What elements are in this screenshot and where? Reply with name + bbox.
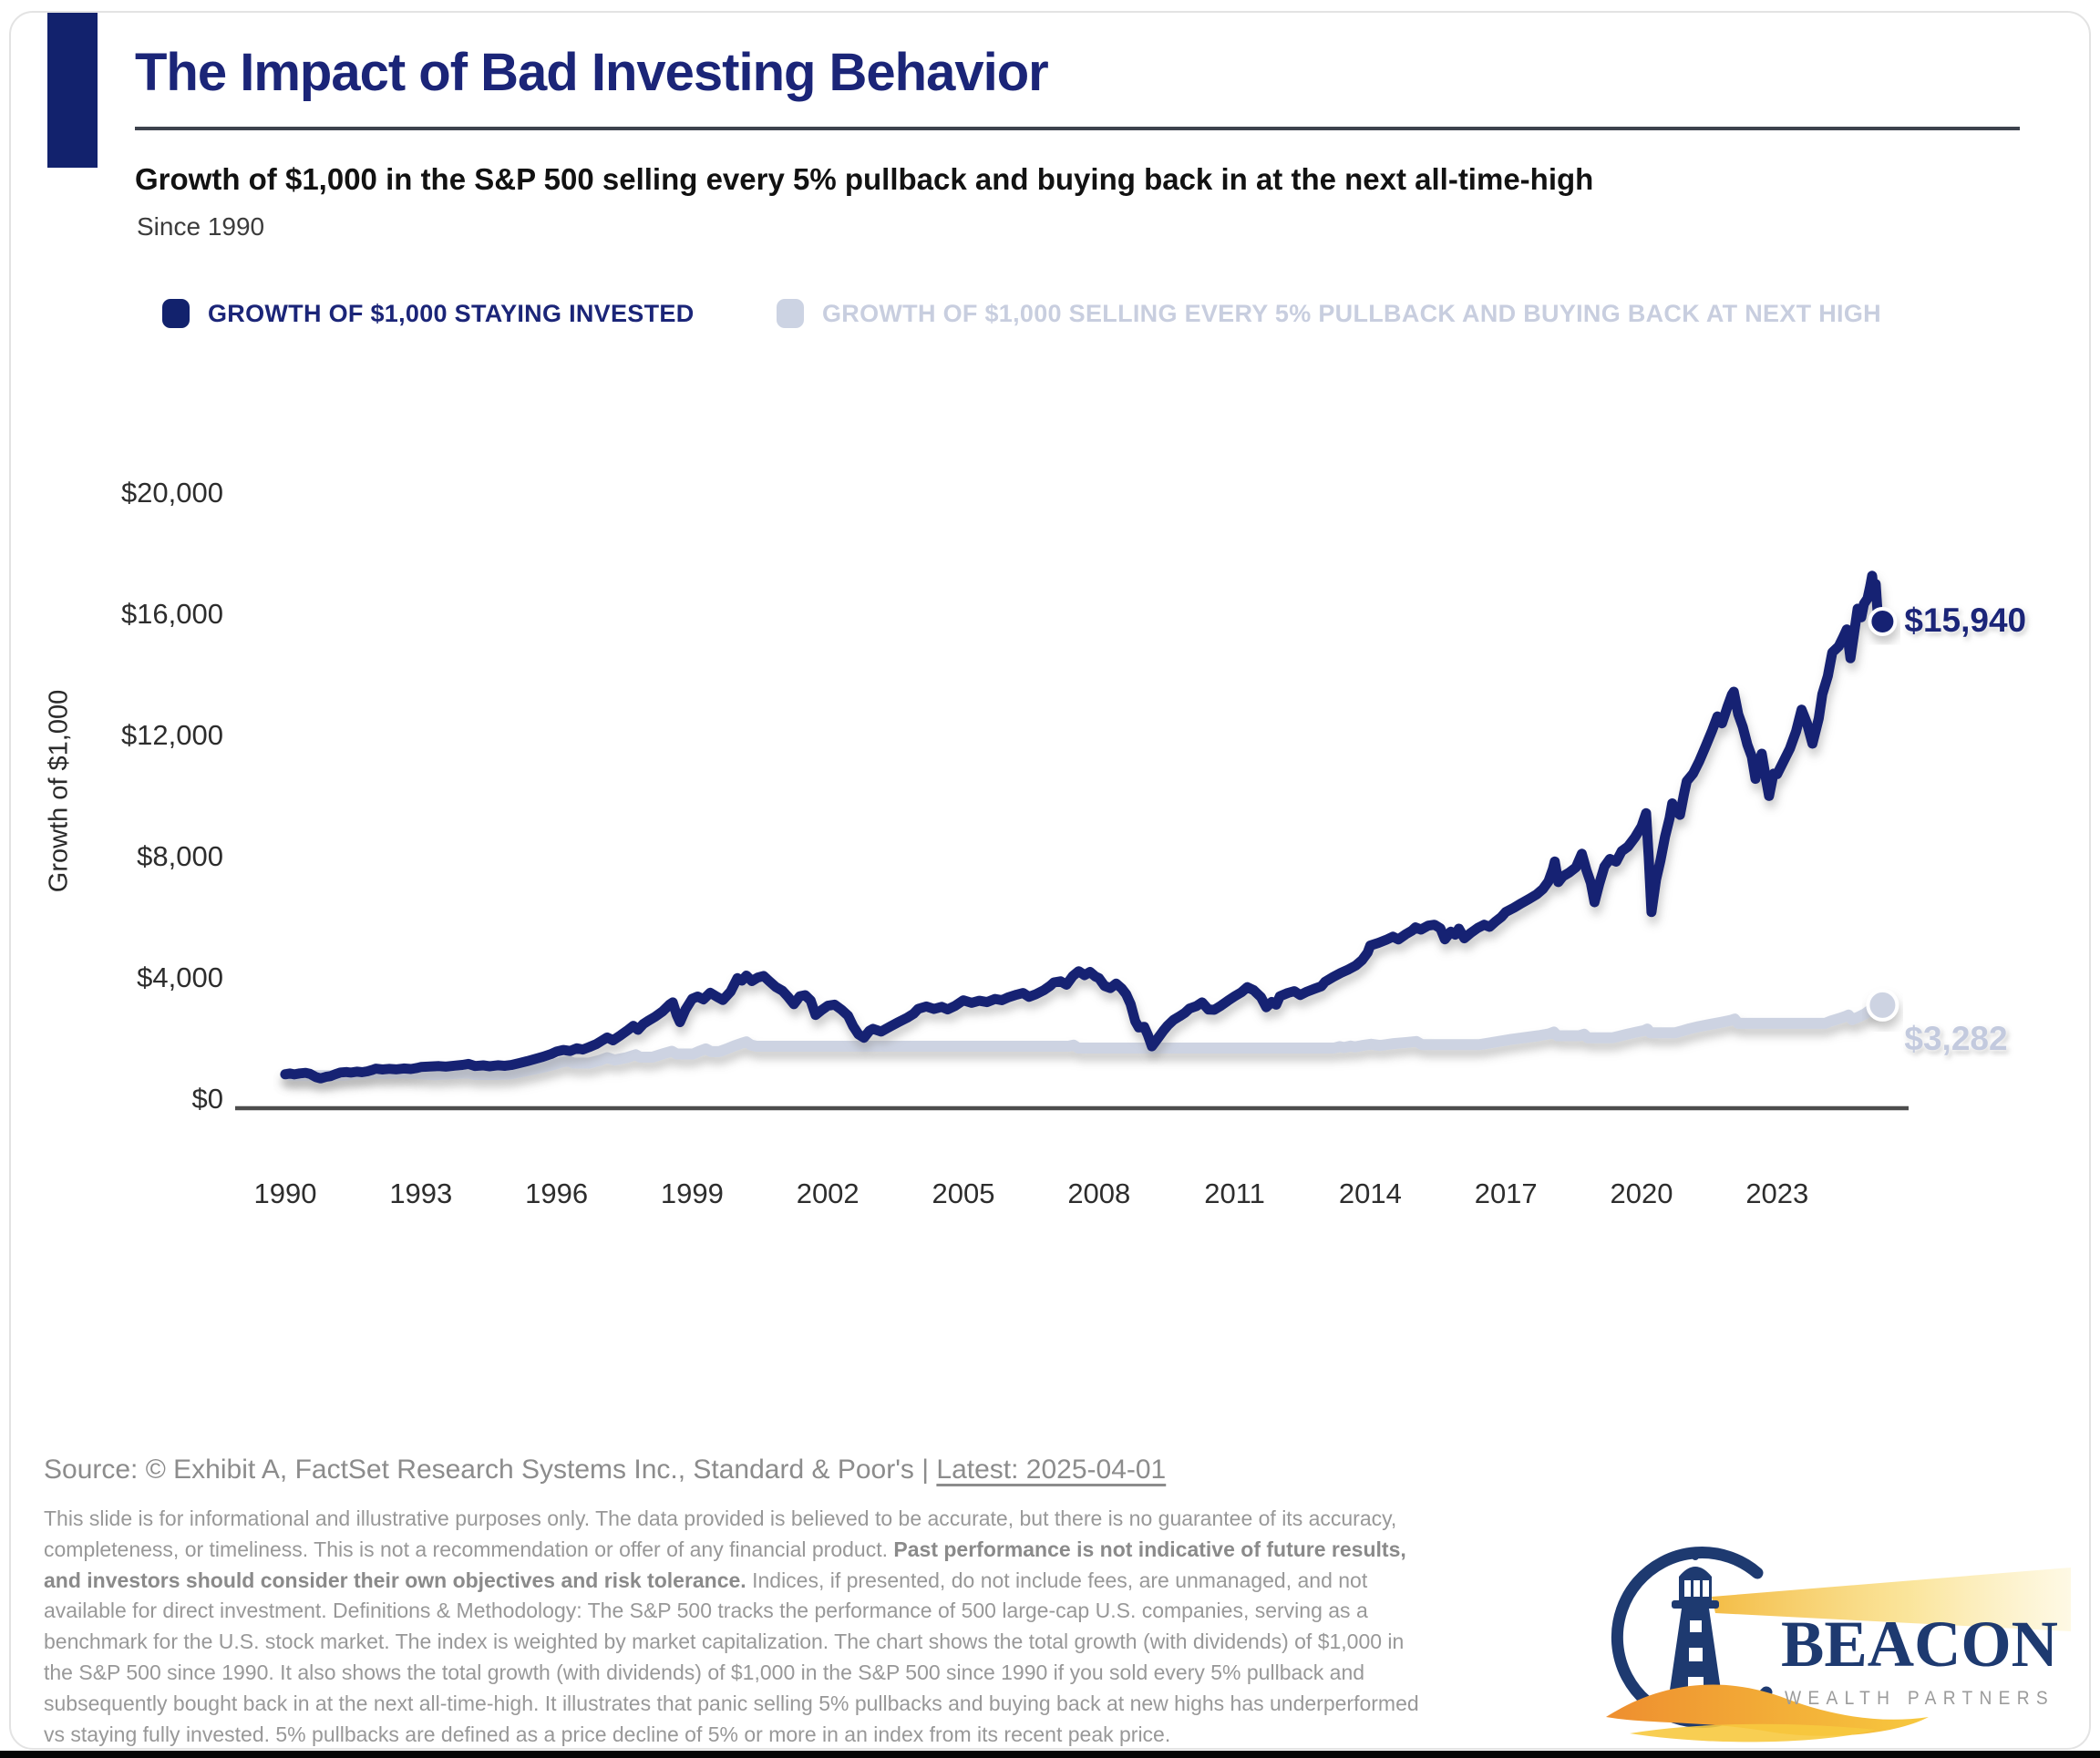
source-text: Source: © Exhibit A, FactSet Research Systems Inc., Standard & Poor's | — [44, 1455, 937, 1485]
y-tick-label: $8,000 — [137, 840, 223, 872]
x-tick-label: 2008 — [1067, 1177, 1131, 1209]
y-tick-label: $20,000 — [120, 477, 223, 509]
x-tick-label: 2002 — [796, 1177, 860, 1209]
legend-label: GROWTH OF $1,000 SELLING EVERY 5% PULLBACK AND BUYING BACK AT NEXT HIGH — [822, 299, 1881, 327]
y-tick-label: $12,000 — [120, 719, 223, 751]
y-axis-title: Growth of $1,000 — [44, 689, 74, 893]
x-tick-label: 2014 — [1338, 1177, 1402, 1209]
source-latest-link[interactable]: Latest: 2025-04-01 — [936, 1455, 1167, 1485]
series-end-dot-navy — [1869, 609, 1895, 634]
x-tick-label: 2017 — [1474, 1177, 1538, 1209]
series-end-dot-gray — [1868, 991, 1897, 1020]
y-tick-label: $0 — [191, 1083, 223, 1115]
x-tick-label: 1993 — [389, 1177, 453, 1209]
y-tick-label: $4,000 — [137, 961, 223, 993]
source-line — [44, 1455, 1166, 1486]
end-label-staying-invested: $15,940 — [1904, 601, 2027, 639]
x-tick-label: 1996 — [525, 1177, 589, 1209]
disclaimer-text: Indices, if presented, do not include fees, are unmanaged, and not available for direct investment. Definitions & Methodology: The S&P 500 tracks the performance of 500 large-cap U.S. companies, serving as a benchmark for the U.S. stock market. The index is weighted by market capitalization. The chart shows the total growth (with dividends) of $1,000 in the S&P 500 since 1990. It also shows the total growth (with dividends) of $1,000 in the S&P 500 since 1990 if you sold every 5% pullback and subsequently bought back in at the next all-time-high. It illustrates that panic selling 5% pullbacks and buying back at new highs has underperformed vs staying fully invested. 5% pullbacks are defined as a price decline of 5% or more in an index from its recent peak price. — [44, 1568, 1419, 1746]
y-tick-label: $16,000 — [120, 598, 223, 630]
since-label: Since 1990 — [137, 212, 265, 241]
page-title: The Impact of Bad Investing Behavior — [135, 43, 1048, 102]
bottom-edge-strip — [0, 1751, 2100, 1758]
disclaimer — [44, 1504, 1438, 1750]
legend-label: GROWTH OF $1,000 STAYING INVESTED — [208, 299, 695, 327]
logo-wordmark: BEACON — [1781, 1608, 2058, 1681]
end-label-selling-pullbacks: $3,282 — [1904, 1019, 2008, 1057]
x-tick-label: 2023 — [1745, 1177, 1809, 1209]
x-tick-label: 2011 — [1204, 1177, 1265, 1209]
logo-wave-yellow — [1630, 1724, 1876, 1743]
disclaimer-text: This slide is for informational and illustrative purposes only. The data provided is believed to be accurate, but there is no guarantee of its accuracy, completeness, or timeliness. This is not a recommendation or offer of any financial product. — [44, 1506, 1397, 1561]
logo-tagline: WEALTH PARTNERS — [1785, 1688, 2054, 1709]
beacon-logo — [1593, 1544, 2071, 1744]
x-tick-label: 2020 — [1610, 1177, 1673, 1209]
chart-subtitle: Growth of $1,000 in the S&P 500 selling every 5% pullback and buying back in at the next all-time-high — [135, 162, 1594, 196]
x-tick-label: 1990 — [253, 1177, 317, 1209]
series-line-staying-invested — [285, 576, 1879, 1079]
x-tick-label: 2005 — [932, 1177, 995, 1209]
x-tick-label: 1999 — [660, 1177, 724, 1209]
disclaimer-bold-text: Past performance is not indicative of future results, and investors should consider their own objectives and risk tolerance. — [44, 1537, 1406, 1592]
